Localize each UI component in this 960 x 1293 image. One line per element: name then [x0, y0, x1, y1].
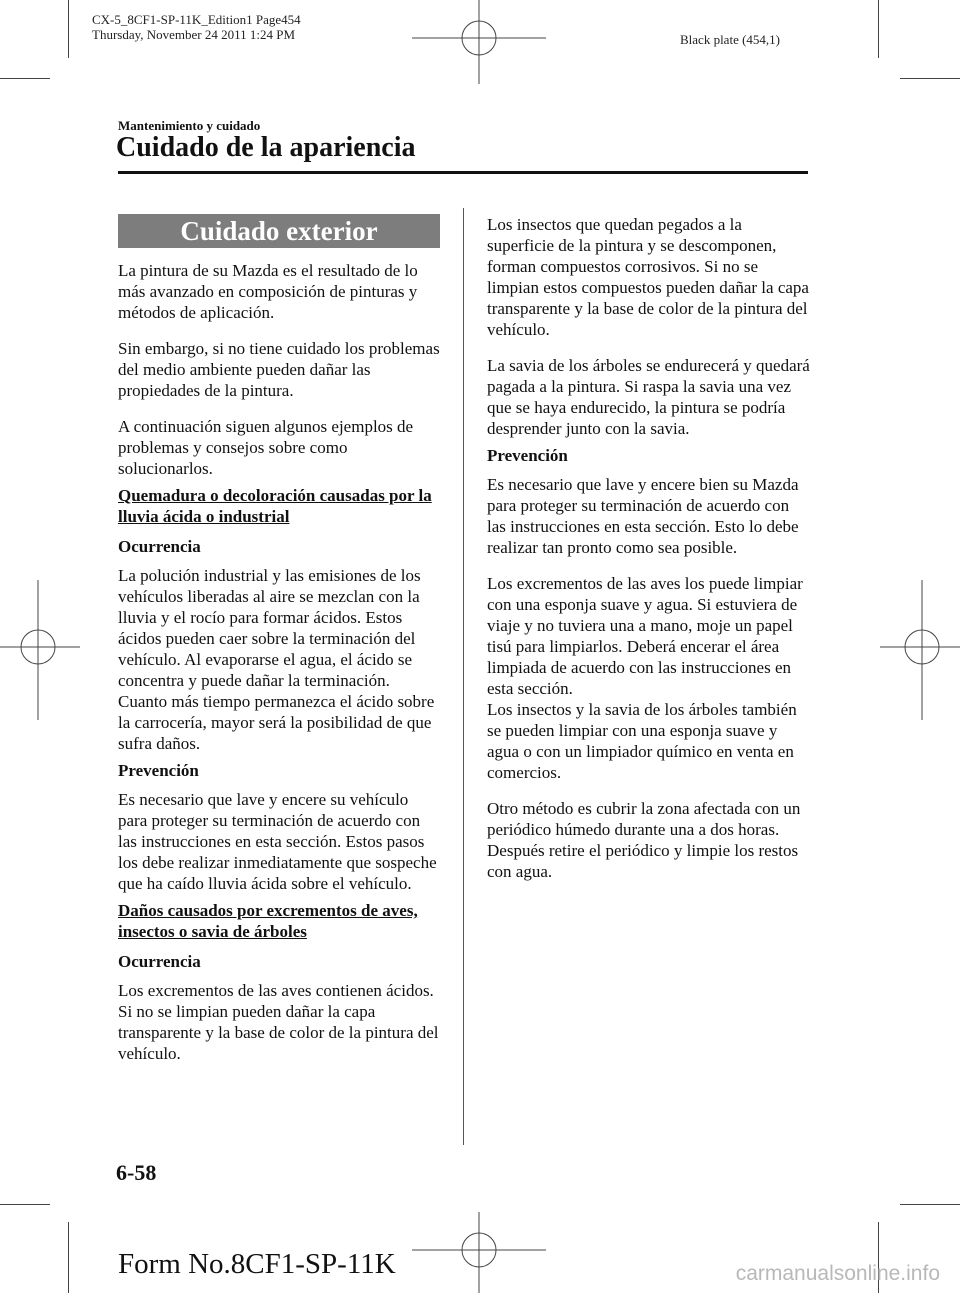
plate-info: Black plate (454,1)	[680, 32, 780, 47]
form-number: Form No.8CF1-SP-11K	[118, 1248, 396, 1280]
paragraph: Los insectos y la savia de los árboles también se pueden limpiar con una esponja suave y agua o con un limpiador químico en venta en comercios.	[487, 700, 797, 782]
paragraph: A continuación siguen algunos ejemplos de problemas y consejos sobre como solucionarlos.	[118, 417, 414, 478]
paragraph: La savia de los árboles se endurecerá y quedará pagada a la pintura. Si raspa la savia una vez que se haya endurecido, la pintura se podría desprender junto con la savia.	[487, 356, 810, 438]
subheading: Daños causados por excrementos de aves, insectos o savia de árboles	[118, 901, 418, 941]
crop-mark	[0, 78, 50, 79]
crop-mark	[0, 1204, 50, 1205]
subsection-label: Ocurrencia	[118, 537, 201, 556]
subsection-label: Prevención	[118, 761, 199, 780]
paragraph: Los excrementos de las aves los puede limpiar con una esponja suave y agua. Si estuviera de viaje y no tuviera una a mano, moje un papel tisú para limpiarlos. Deberá encerar el área limpiada de acuerdo con las instrucciones en esta sección.	[487, 574, 803, 698]
print-info	[92, 12, 301, 42]
print-info-date: Thursday, November 24 2011 1:24 PM	[92, 27, 296, 42]
print-info-file: CX-5_8CF1-SP-11K_Edition1 Page454	[92, 12, 301, 27]
paragraph: Otro método es cubrir la zona afectada con un periódico húmedo durante una a dos horas. Después retire el periódico y limpie los restos con agua.	[487, 799, 801, 881]
crop-mark	[878, 0, 879, 58]
paragraph: Cuanto más tiempo permanezca el ácido sobre la carrocería, mayor será la posibilidad de que sufra daños.	[118, 692, 435, 753]
paragraph: Es necesario que lave y encere su vehículo para proteger su terminación de acuerdo con las instrucciones en esta sección. Estos pasos los debe realizar inmediatamente que sospeche que ha caído lluvia ácida sobre el vehículo.	[118, 790, 437, 893]
section-banner: Cuidado exterior	[118, 214, 440, 248]
registration-mark-right	[880, 580, 960, 720]
section-label: Mantenimiento y cuidado	[118, 118, 261, 133]
column-divider	[463, 208, 464, 1145]
paragraph: Los excrementos de las aves contienen ácidos. Si no se limpian pueden dañar la capa transparente y la base de color de la pintura del vehículo.	[118, 981, 439, 1063]
subsection-label: Prevención	[487, 446, 568, 465]
registration-mark-top	[412, 0, 546, 84]
page-number: 6-58	[116, 1160, 157, 1185]
chapter-title: Cuidado de la apariencia	[116, 132, 416, 163]
crop-mark	[900, 78, 960, 79]
paragraph: La polución industrial y las emisiones de los vehículos liberadas al aire se mezclan con la lluvia y el rocío para formar ácidos. Estos ácidos pueden caer sobre la terminación del vehículo. Al evaporarse el agua, el ácido se concentra y puede dañar la terminación.	[118, 566, 421, 690]
paragraph: Es necesario que lave y encere bien su Mazda para proteger su terminación de acuerdo con las instrucciones en esta sección. Esto lo debe realizar tan pronto como sea posible.	[487, 475, 799, 557]
subheading: Quemadura o decoloración causadas por la lluvia ácida o industrial	[118, 486, 432, 526]
registration-mark-left	[0, 580, 80, 720]
registration-mark-bottom	[412, 1212, 546, 1293]
watermark: carmanualsonline.info	[735, 1262, 940, 1285]
header-rule	[118, 171, 808, 174]
subsection-label: Ocurrencia	[118, 952, 201, 971]
right-column	[487, 214, 812, 897]
paragraph: Los insectos que quedan pegados a la superficie de la pintura y se descomponen, forman compuestos corrosivos. Si no se limpian estos compuestos pueden dañar la capa transparente y la base de color de la pintura del vehículo.	[487, 215, 809, 339]
left-column	[118, 214, 440, 1079]
paragraph: Sin embargo, si no tiene cuidado los problemas del medio ambiente pueden dañar las propiedades de la pintura.	[118, 339, 440, 400]
crop-mark	[68, 1222, 69, 1293]
paragraph: La pintura de su Mazda es el resultado de lo más avanzado en composición de pinturas y métodos de aplicación.	[118, 261, 418, 322]
crop-mark	[68, 0, 69, 58]
crop-mark	[900, 1204, 960, 1205]
